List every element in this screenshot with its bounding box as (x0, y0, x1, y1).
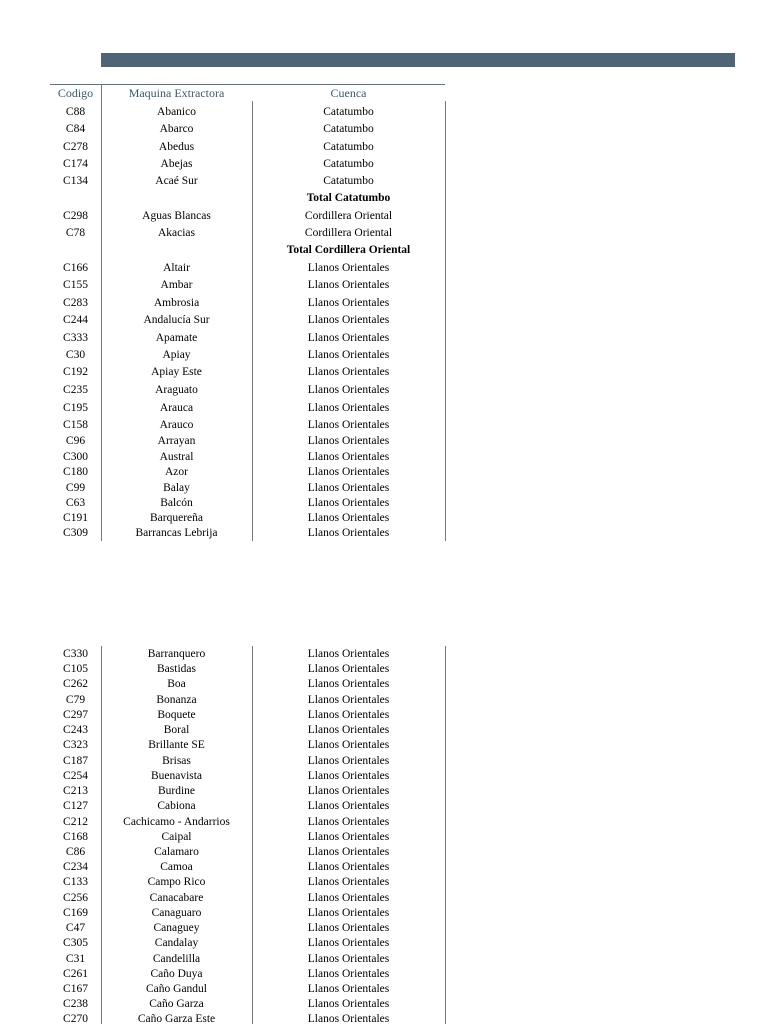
cell-basin: Llanos Orientales (307, 952, 390, 965)
table-row (50, 416, 445, 433)
cell-basin: Llanos Orientales (307, 348, 390, 361)
cell-basin: Llanos Orientales (307, 331, 390, 344)
table-row (50, 798, 445, 813)
cell-basin: Llanos Orientales (307, 450, 390, 463)
cell-code: C31 (65, 952, 86, 965)
cell-code (50, 241, 101, 258)
cell-machine: Caipal (161, 830, 192, 843)
table-row (50, 207, 445, 224)
cell-code: C213 (63, 784, 88, 797)
cell-basin: Total Catatumbo (306, 191, 391, 204)
cell-code: C78 (65, 226, 86, 239)
cell-code: C169 (63, 906, 88, 919)
cell-machine: Canacabare (149, 891, 204, 904)
cell-machine: Canaguaro (151, 906, 202, 919)
cell-basin: Llanos Orientales (307, 708, 390, 721)
cell-basin: Llanos Orientales (307, 997, 390, 1010)
cell-code: C155 (63, 278, 88, 291)
cell-code: C84 (65, 122, 86, 135)
cell-code: C323 (63, 738, 88, 751)
cell-basin: Llanos Orientales (307, 693, 390, 706)
table-row (50, 661, 445, 676)
cell-code: C192 (63, 365, 88, 378)
total-row (50, 241, 445, 258)
cell-basin: Llanos Orientales (307, 677, 390, 690)
cell-code: C191 (63, 511, 88, 524)
cell-code: C195 (63, 401, 88, 414)
table-row (50, 346, 445, 363)
cell-machine: Cabiona (157, 799, 196, 812)
cell-basin: Llanos Orientales (307, 906, 390, 919)
cell-code: C238 (63, 997, 88, 1010)
table-row (50, 768, 445, 783)
cell-machine: Camoa (160, 860, 193, 873)
cell-basin: Llanos Orientales (307, 647, 390, 660)
cell-machine: Arauca (159, 401, 194, 414)
table-row (50, 859, 445, 874)
column-header-code: Codigo (57, 86, 94, 100)
column-divider (445, 101, 446, 541)
cell-basin: Cordillera Oriental (304, 209, 393, 222)
cell-basin: Llanos Orientales (307, 799, 390, 812)
table-row (50, 692, 445, 707)
column-header-basin: Cuenca (330, 86, 367, 100)
cell-code: C261 (63, 967, 88, 980)
title-banner (101, 53, 735, 67)
cell-code: C244 (63, 313, 88, 326)
cell-code: C158 (63, 418, 88, 431)
cell-basin: Llanos Orientales (307, 481, 390, 494)
cell-machine: Brisas (162, 754, 191, 767)
table-row (50, 951, 445, 966)
cell-code: C86 (65, 845, 86, 858)
cell-basin: Llanos Orientales (307, 815, 390, 828)
cell-code: C166 (63, 261, 88, 274)
cell-basin: Llanos Orientales (307, 967, 390, 980)
cell-basin: Llanos Orientales (307, 769, 390, 782)
cell-code: C174 (63, 157, 88, 170)
table-row (50, 224, 445, 241)
table-row (50, 935, 445, 950)
cell-basin: Llanos Orientales (307, 784, 390, 797)
cell-machine: Bastidas (157, 662, 196, 675)
cell-code: C63 (65, 496, 86, 509)
cell-basin: Llanos Orientales (307, 418, 390, 431)
cell-code: C187 (63, 754, 88, 767)
cell-machine (101, 189, 252, 206)
cell-code: C167 (63, 982, 88, 995)
cell-basin: Llanos Orientales (307, 936, 390, 949)
cell-code: C99 (65, 481, 86, 494)
cell-machine: Boquete (157, 708, 196, 721)
cell-machine: Apamate (155, 331, 198, 344)
cell-code: C168 (63, 830, 88, 843)
cell-machine: Cachicamo - Andarrios (123, 815, 230, 828)
cell-code: C133 (63, 875, 88, 888)
cell-code: C127 (63, 799, 88, 812)
cell-machine: Campo Rico (147, 875, 206, 888)
cell-code: C212 (63, 815, 88, 828)
cell-code: C305 (63, 936, 88, 949)
cell-machine: Barquereña (150, 511, 203, 524)
cell-code: C254 (63, 769, 88, 782)
table-row (50, 495, 445, 510)
cell-machine: Calamaro (154, 845, 199, 858)
table-row (50, 890, 445, 905)
cell-basin: Catatumbo (323, 140, 374, 153)
cell-machine: Abejas (160, 157, 193, 170)
cell-code: C270 (63, 1012, 88, 1025)
cell-code: C278 (63, 140, 88, 153)
cell-basin: Llanos Orientales (307, 891, 390, 904)
cell-basin: Llanos Orientales (307, 435, 390, 447)
cell-machine: Boa (167, 677, 186, 690)
table-row (50, 363, 445, 380)
cell-machine: Abedus (158, 140, 195, 153)
cell-basin: Llanos Orientales (307, 860, 390, 873)
table-row (50, 646, 445, 661)
cell-basin: Cordillera Oriental (304, 226, 393, 239)
cell-basin: Llanos Orientales (307, 296, 390, 309)
cell-machine: Apiay (162, 348, 191, 361)
cell-machine: Aguas Blancas (142, 209, 211, 222)
cell-machine: Bonanza (156, 693, 197, 706)
cell-basin: Catatumbo (323, 105, 374, 118)
cell-machine: Caño Gandul (145, 982, 207, 995)
cell-basin: Llanos Orientales (307, 723, 390, 736)
cell-machine: Brillante SE (148, 738, 205, 751)
table-row (50, 480, 445, 495)
cell-basin: Llanos Orientales (307, 465, 390, 478)
cell-basin: Llanos Orientales (307, 511, 390, 524)
cell-basin: Llanos Orientales (307, 496, 390, 509)
cell-machine: Ambrosia (153, 296, 200, 309)
table-row (50, 433, 445, 449)
table-row (50, 525, 445, 540)
table-row (50, 103, 445, 120)
cell-code: C105 (63, 662, 88, 675)
cell-code: C298 (63, 209, 88, 222)
cell-machine: Caño Duya (150, 967, 203, 980)
table-row (50, 966, 445, 981)
cell-machine: Abarco (159, 122, 194, 135)
cell-machine: Arrayan (157, 435, 196, 447)
cell-code: C297 (63, 708, 88, 721)
cell-code: C180 (63, 465, 88, 478)
table-row (50, 829, 445, 844)
cell-basin: Llanos Orientales (307, 921, 390, 934)
table-row (50, 381, 445, 398)
cell-code: C79 (65, 693, 86, 706)
cell-basin: Llanos Orientales (307, 278, 390, 291)
table-row (50, 753, 445, 768)
cell-machine (101, 241, 252, 258)
cell-basin: Llanos Orientales (307, 526, 390, 539)
cell-machine: Arauco (159, 418, 194, 431)
table-row (50, 814, 445, 829)
cell-basin: Llanos Orientales (307, 401, 390, 414)
table-row (50, 981, 445, 996)
cell-code (50, 189, 101, 206)
cell-code: C256 (63, 891, 88, 904)
table-row (50, 464, 445, 479)
table-row (50, 138, 445, 155)
table-row (50, 329, 445, 346)
table-row (50, 905, 445, 920)
cell-basin: Llanos Orientales (307, 313, 390, 326)
cell-machine: Caño Garza Este (137, 1012, 216, 1025)
cell-machine: Balcón (160, 496, 193, 509)
cell-code: C134 (63, 174, 88, 187)
table-row (50, 155, 445, 172)
cell-code: C235 (63, 383, 88, 396)
table-row (50, 399, 445, 416)
cell-machine: Acaé Sur (155, 174, 198, 187)
cell-basin: Catatumbo (323, 122, 374, 135)
cell-machine: Austral (159, 450, 194, 463)
cell-code: C300 (63, 450, 88, 463)
document-title: PRODUCC (367, 0, 428, 14)
cell-machine: Azor (165, 465, 188, 478)
cell-basin: Catatumbo (323, 157, 374, 170)
cell-basin: Total Cordillera Oriental (286, 243, 411, 256)
cell-code: C234 (63, 860, 88, 873)
cell-machine: Candelilla (152, 952, 201, 965)
table-row (50, 311, 445, 328)
cell-basin: Llanos Orientales (307, 875, 390, 888)
cell-machine: Burdine (157, 784, 196, 797)
cell-machine: Canaguey (153, 921, 200, 934)
table-row (50, 449, 445, 464)
cell-machine: Barrancas Lebrija (135, 526, 218, 539)
cell-basin: Llanos Orientales (307, 845, 390, 858)
cell-machine: Apiay Este (151, 365, 202, 378)
cell-machine: Caño Garza (149, 997, 204, 1010)
cell-machine: Altair (163, 261, 190, 274)
table-row (50, 120, 445, 137)
cell-code: C243 (63, 723, 88, 736)
table-row (50, 510, 445, 525)
cell-code: C47 (65, 921, 86, 934)
cell-machine: Candalay (154, 936, 199, 949)
cell-basin: Catatumbo (323, 174, 374, 187)
table-row (50, 737, 445, 752)
cell-machine: Balay (163, 481, 190, 494)
cell-code: C330 (63, 647, 88, 660)
cell-basin: Llanos Orientales (307, 738, 390, 751)
cell-code: C283 (63, 296, 88, 309)
table-row (50, 874, 445, 889)
table-row (50, 844, 445, 859)
cell-basin: Llanos Orientales (307, 365, 390, 378)
column-header-machine: Maquina Extractora (128, 86, 225, 100)
cell-machine: Boral (163, 723, 190, 736)
table-row (50, 722, 445, 737)
table-row (50, 783, 445, 798)
cell-code: C333 (63, 331, 88, 344)
cell-basin: Llanos Orientales (307, 1012, 390, 1025)
cell-code: C88 (65, 105, 86, 118)
table-row (50, 294, 445, 311)
cell-basin: Llanos Orientales (307, 662, 390, 675)
cell-basin: Llanos Orientales (307, 982, 390, 995)
table-row (50, 920, 445, 935)
table-row (50, 707, 445, 722)
cell-machine: Akacias (157, 226, 196, 239)
table-row (50, 276, 445, 293)
cell-machine: Abanico (157, 105, 196, 118)
table-row (50, 996, 445, 1011)
cell-basin: Llanos Orientales (307, 261, 390, 274)
cell-machine: Ambar (160, 278, 193, 291)
cell-code: C96 (65, 435, 86, 447)
column-divider (445, 646, 446, 1024)
cell-machine: Andalucía Sur (143, 313, 210, 326)
cell-basin: Llanos Orientales (307, 830, 390, 843)
table-row (50, 259, 445, 276)
cell-basin: Llanos Orientales (307, 383, 390, 396)
table-row (50, 676, 445, 691)
cell-code: C262 (63, 677, 88, 690)
cell-code: C309 (63, 526, 88, 539)
total-row (50, 189, 445, 206)
header-divider (50, 84, 445, 85)
cell-code: C30 (65, 348, 86, 361)
cell-machine: Barranquero (147, 647, 206, 660)
table-row (50, 172, 445, 189)
cell-basin: Llanos Orientales (307, 754, 390, 767)
cell-machine: Buenavista (150, 769, 203, 782)
cell-machine: Araguato (155, 383, 198, 396)
